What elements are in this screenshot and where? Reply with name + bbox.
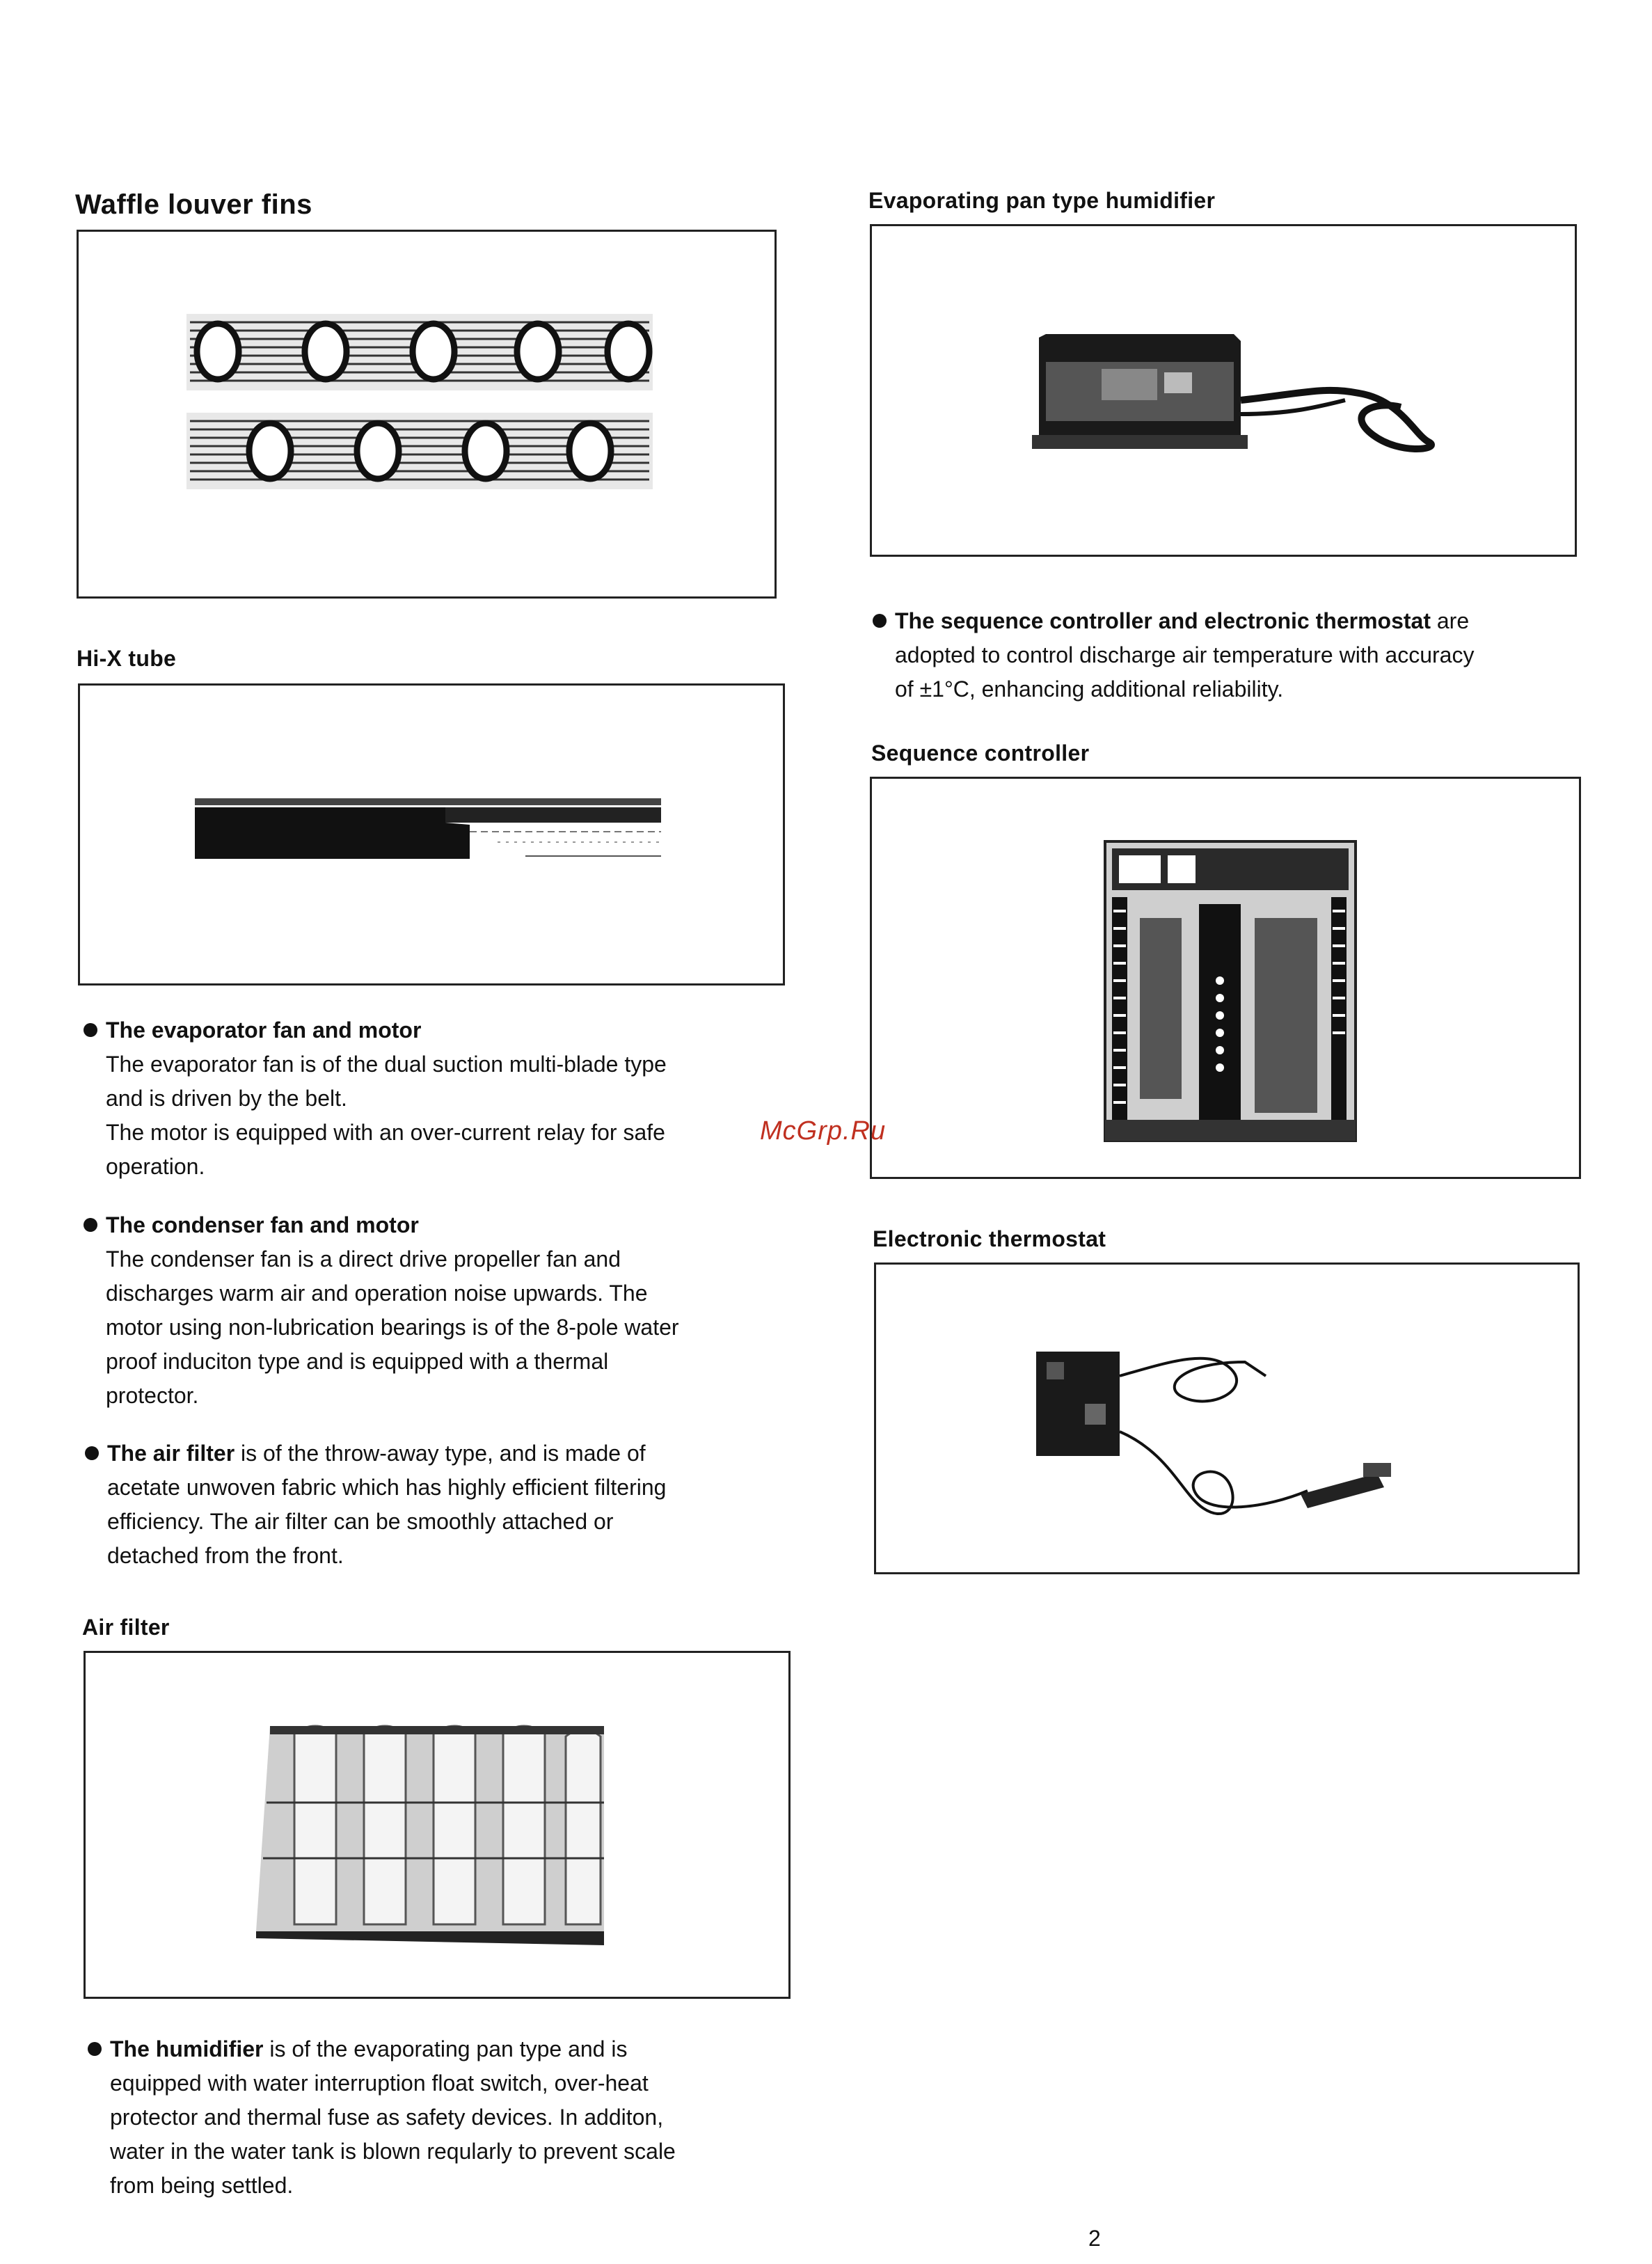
text-line: motor using non-lubrication bearings is of the 8-pole water [106,1315,679,1340]
text-line: equipped with water interruption float switch, over-heat [110,2071,649,2096]
electronic-thermostat-photo [874,1262,1580,1574]
text-line: adopted to control discharge air temperature with accuracy [895,642,1475,667]
waffle-louver-fins-photo [77,230,777,599]
evaporating-pan-title: Evaporating pan type humidifier [868,188,1216,213]
air-filter-photo [84,1651,791,1999]
text-line: protector. [106,1383,199,1408]
condenser-fan-heading: The condenser fan and motor [106,1212,419,1237]
page-number: 2 [1088,2226,1101,2251]
text-line: is of the evaporating pan type and is [263,2036,628,2061]
text-line: proof induciton type and is equipped with a thermal [106,1349,609,1374]
sequence-controller-title: Sequence controller [871,741,1090,766]
text-line: protector and thermal fuse as safety devices. In additon, [110,2105,664,2130]
bullet-icon [84,1218,97,1232]
watermark: McGrp.Ru [760,1116,887,1146]
air-filter-heading: The air filter [107,1441,235,1466]
text-line: water in the water tank is blown reqularly to prevent scale [110,2139,676,2164]
bullet-icon [84,1023,97,1037]
air-filter-title: Air filter [82,1615,170,1640]
text-line: discharges warm air and operation noise upwards. The [106,1281,648,1306]
evaporator-fan-heading: The evaporator fan and motor [106,1018,422,1043]
text-line: is of the throw-away type, and is made of [235,1441,646,1466]
bullet-icon [873,614,887,628]
text-line: efficiency. The air filter can be smoothly attached or [107,1509,614,1534]
hi-x-tube-photo [78,683,785,985]
sequence-controller-heading: The sequence controller and electronic thermostat [895,608,1431,633]
text-line: The condenser fan is a direct drive propeller fan and [106,1246,621,1272]
text-line: acetate unwoven fabric which has highly efficient filtering [107,1475,667,1500]
bullet-icon [85,1446,99,1460]
text-line: from being settled. [110,2173,294,2198]
text-line: are [1430,608,1470,633]
electronic-thermostat-title: Electronic thermostat [873,1226,1106,1251]
text-line: operation. [106,1154,205,1179]
text-line: The motor is equipped with an over-current relay for safe [106,1120,665,1145]
humidifier-heading: The humidifier [110,2036,264,2061]
evaporating-pan-photo [870,224,1577,557]
sequence-controller-photo [870,777,1581,1179]
text-line: of ±1°C, enhancing additional reliability. [895,676,1284,702]
text-line: and is driven by the belt. [106,1086,347,1111]
bullet-icon [88,2042,102,2056]
text-line: The evaporator fan is of the dual suction multi-blade type [106,1052,667,1077]
text-line: detached from the front. [107,1543,344,1568]
waffle-louver-fins-title: Waffle louver fins [75,189,312,220]
hi-x-tube-title: Hi-X tube [77,646,177,671]
